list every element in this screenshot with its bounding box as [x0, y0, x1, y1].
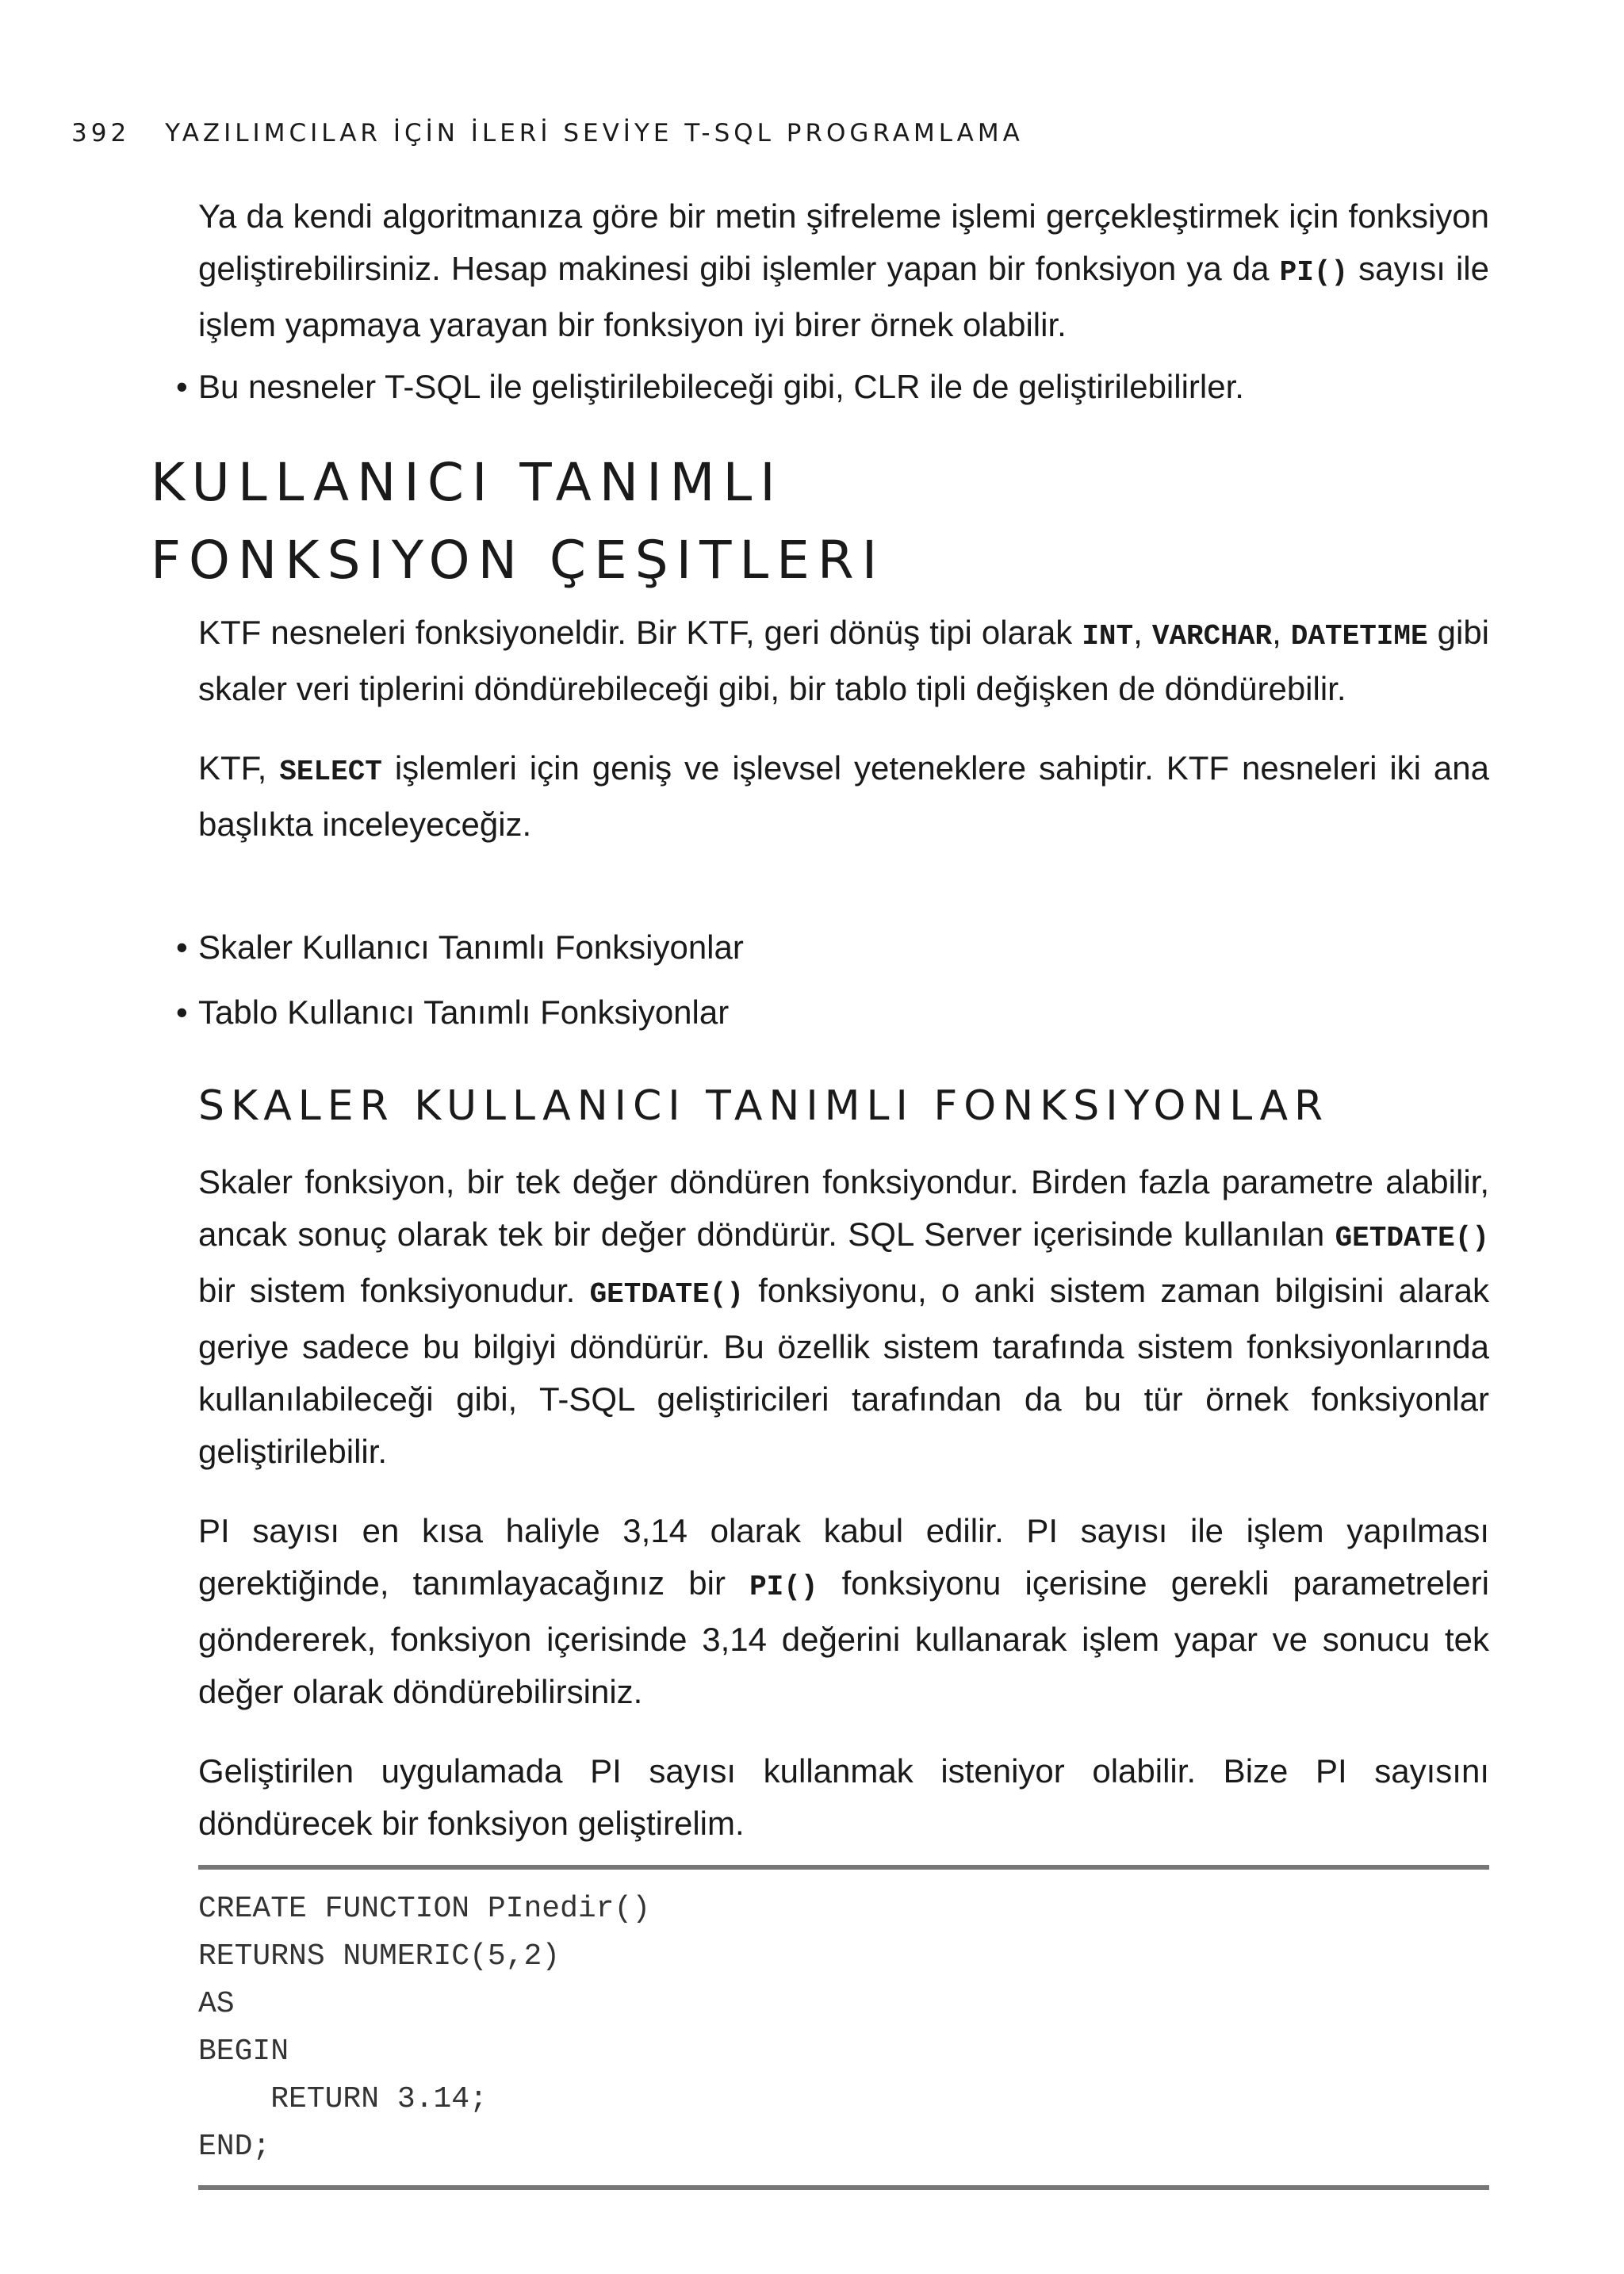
paragraph: KTF nesneleri fonksiyoneldir. Bir KTF, geri dönüş tipi olarak INT, VARCHAR, DATETIME gibi skaler veri tiplerini döndürebileceği gibi, bir tablo tipli değişken de döndürebilir. — [198, 614, 1490, 707]
paragraph: Skaler fonksiyon, bir tek değer döndüren fonksiyondur. Birden fazla parametre alabilir, ancak sonuç olarak tek bir değer döndürür. SQL Server içerisinde kullanılan GETDATE() bir sistem fonksiyonudur. GETDATE() fonksiyonu, o anki sistem zaman bilgisini alarak geriye sadece bu bilgiyi döndürür. Bu özellik sistem tarafında sistem fonksiyonlarında kullanılabileceği gibi, T-SQL geliştiricileri tarafından da bu tür örnek fonksiyonlar geliştirilebilir. — [198, 1163, 1489, 1470]
list-item: • Bu nesneler T-SQL ile geliştirilebileceği gibi, CLR ile de geliştirilebilirler. — [176, 361, 1489, 413]
inline-code: INT — [1082, 620, 1134, 653]
code-line: AS — [198, 1987, 235, 2021]
intro-paragraph-block — [198, 190, 1489, 351]
page-number: 392 — [71, 119, 131, 147]
section1-bullet-list — [176, 921, 1489, 1039]
paragraph: PI sayısı en kısa haliyle 3,14 olarak kabul edilir. PI sayısı ile işlem yapılması gerektiğinde, tanımlayacağınız bir PI() fonksiyonu içerisine gerekli parametreleri göndererek, fonksiyon içerisinde 3,14 değerini kullanarak işlem yapar ve sonucu tek değer olarak döndürebilirsiniz. — [198, 1512, 1489, 1710]
inline-code: PI() — [749, 1571, 818, 1603]
intro-paragraph: Ya da kendi algoritmanıza göre bir metin şifreleme işlemi gerçekleştirmek için fonksiyon geliştirebilirsiniz. Hesap makinesi gibi işlemler yapan bir fonksiyon ya da PI() sayısı ile işlem yapmaya yarayan bir fonksiyon iyi birer örnek olabilir. — [198, 197, 1489, 343]
inline-code: SELECT — [279, 756, 382, 788]
code-line: RETURN 3.14; — [198, 2082, 488, 2116]
running-head — [71, 116, 1024, 151]
inline-code: VARCHAR — [1151, 620, 1273, 653]
code-listing — [198, 1865, 1489, 2190]
list-item: • Skaler Kullanıcı Tanımlı Fonksiyonlar — [176, 921, 1489, 974]
code-line: BEGIN — [198, 2035, 289, 2069]
intro-bullet-list — [176, 361, 1489, 413]
bullet-icon: • — [176, 993, 188, 1031]
code-line: CREATE FUNCTION PInedir() — [198, 1892, 651, 1926]
bullet-icon: • — [176, 928, 188, 966]
inline-code: PI() — [1279, 256, 1349, 289]
book-title: YAZILIMCILAR İÇİN İLERİ SEVİYE T-SQL PROGRAMLAMA — [165, 119, 1024, 147]
bullet-icon: • — [176, 368, 188, 405]
paragraph: KTF, SELECT işlemleri için geniş ve işlevsel yeteneklere sahiptir. KTF nesneleri iki ana başlıkta inceleyeceğiz. — [198, 749, 1490, 843]
inline-code: GETDATE() — [1335, 1222, 1489, 1254]
inline-code: DATETIME — [1290, 620, 1428, 653]
code-line: RETURNS NUMERIC(5,2) — [198, 1939, 561, 1973]
code-line: END; — [198, 2130, 271, 2164]
list-item: • Tablo Kullanıcı Tanımlı Fonksiyonlar — [176, 986, 1489, 1039]
subsection-heading: SKALER KULLANICI TANIMLI FONKSIYONLAR — [198, 1082, 1330, 1130]
section2-body — [198, 1156, 1489, 1850]
inline-code: GETDATE() — [589, 1278, 744, 1311]
section1-body — [198, 607, 1489, 851]
paragraph: Geliştirilen uygulamada PI sayısı kullanmak isteniyor olabilir. Bize PI sayısını döndürecek bir fonksiyon geliştirelim. — [198, 1752, 1489, 1842]
section-heading: KULLANICI TANIMLI FONKSIYON ÇEŞITLERI — [151, 452, 886, 591]
